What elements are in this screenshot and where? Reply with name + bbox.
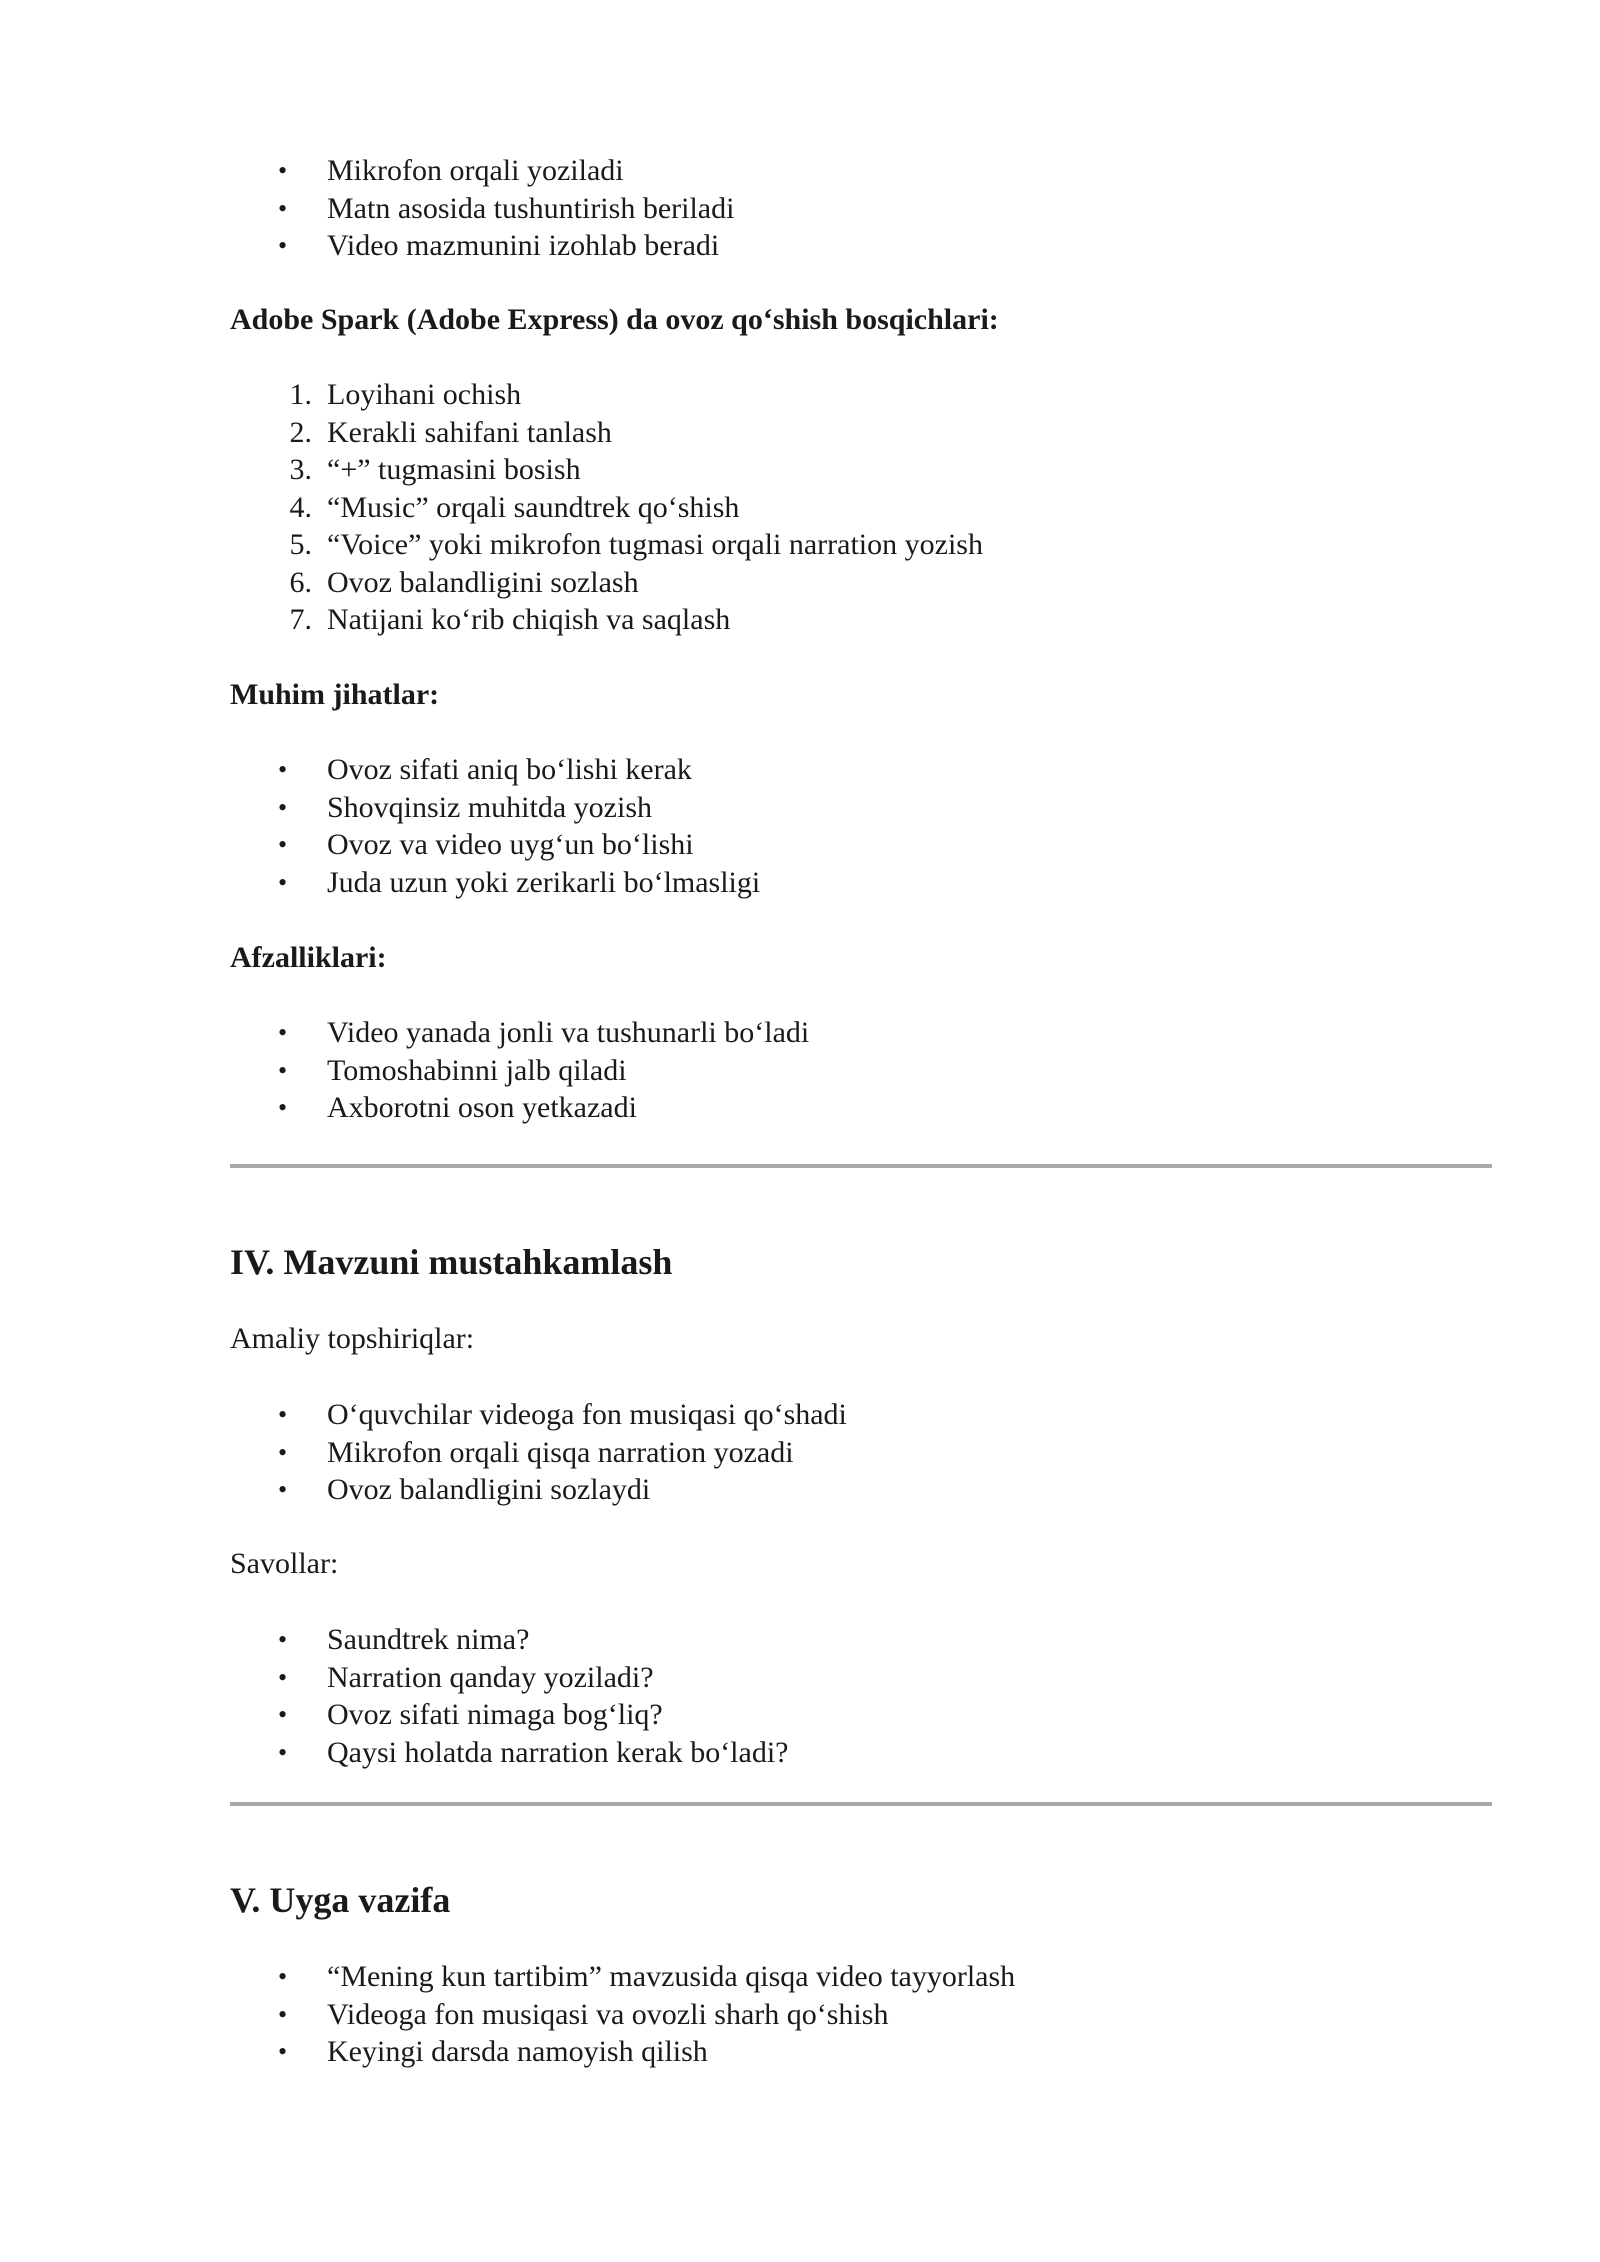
adobe-heading: Adobe Spark (Adobe Express) da ovoz qo‘shish bosqichlari:	[230, 303, 999, 336]
bullet-icon: •	[278, 1962, 288, 1991]
top-list-block	[230, 152, 1490, 265]
step-number: 4.	[289, 490, 312, 524]
list-item: • Matn asosida tushuntirish beriladi	[230, 190, 1490, 228]
step-item: 1. Loyihani ochish	[230, 376, 1490, 414]
top-bullet-list	[230, 152, 1490, 265]
step-item: 5. “Voice” yoki mikrofon tugmasi orqali narration yozish	[230, 526, 1490, 564]
bullet-icon: •	[278, 1700, 288, 1729]
list-item: • Videoga fon musiqasi va ovozli sharh qo‘shish	[230, 1996, 1490, 2034]
bullet-icon: •	[278, 193, 288, 223]
amaliy-label: Amaliy topshiriqlar:	[230, 1322, 475, 1355]
list-item: • Tomoshabinni jalb qiladi	[230, 1052, 1490, 1090]
bullet-icon: •	[278, 156, 288, 185]
list-item: • Video mazmunini izohlab beradi	[230, 227, 1490, 265]
bullet-icon: •	[278, 231, 288, 260]
amaliy-bullet-list	[230, 1396, 1490, 1509]
step-item: 3. “+” tugmasini bosish	[230, 451, 1490, 489]
bullet-icon: •	[278, 1662, 288, 1692]
bullet-icon: •	[278, 1018, 288, 1047]
list-item: • Mikrofon orqali qisqa narration yozadi	[230, 1434, 1490, 1472]
bullet-icon: •	[278, 1055, 288, 1085]
step-number: 1.	[289, 378, 312, 411]
adobe-steps-list	[230, 376, 1490, 639]
afzal-bullet-list	[230, 1014, 1490, 1127]
list-item: • Mikrofon orqali yoziladi	[230, 152, 1490, 190]
list-item: • Keyingi darsda namoyish qilish	[230, 2033, 1490, 2071]
savollar-bullet-list	[230, 1621, 1490, 1771]
bullet-icon: •	[278, 1475, 288, 1504]
bullet-icon: •	[278, 2037, 288, 2066]
step-item: 7. Natijani ko‘rib chiqish va saqlash	[230, 601, 1490, 639]
bullet-icon: •	[278, 1999, 288, 2029]
savollar-label: Savollar:	[230, 1547, 339, 1580]
list-item: • O‘quvchilar videoga fon musiqasi qo‘shadi	[230, 1396, 1490, 1434]
afzal-list-block	[230, 1014, 1490, 1127]
bullet-icon: •	[278, 1093, 288, 1122]
bullet-icon: •	[278, 867, 288, 897]
step-item: 6. Ovoz balandligini sozlash	[230, 564, 1490, 602]
list-item: • Ovoz sifati nimaga bog‘liq?	[230, 1696, 1490, 1734]
uyga-bullet-list	[230, 1958, 1490, 2071]
savollar-list-block	[230, 1621, 1490, 1771]
bullet-icon: •	[278, 1437, 288, 1467]
list-item: • “Mening kun tartibim” mavzusida qisqa video tayyorlash	[230, 1958, 1490, 1996]
step-number: 6.	[289, 565, 312, 599]
list-item: • Narration qanday yoziladi?	[230, 1659, 1490, 1697]
step-item: 2. Kerakli sahifani tanlash	[230, 414, 1490, 452]
list-item: • Video yanada jonli va tushunarli bo‘ladi	[230, 1014, 1490, 1052]
step-number: 7.	[289, 603, 312, 636]
bullet-icon: •	[278, 830, 288, 859]
horizontal-divider	[230, 1802, 1492, 1806]
bullet-icon: •	[278, 1625, 288, 1654]
list-item: • Ovoz balandligini sozlaydi	[230, 1471, 1490, 1509]
list-item: • Juda uzun yoki zerikarli bo‘lmasligi	[230, 864, 1490, 902]
step-number: 2.	[289, 415, 312, 449]
bullet-icon: •	[278, 1400, 288, 1429]
list-item: • Axborotni oson yetkazadi	[230, 1089, 1490, 1127]
amaliy-list-block	[230, 1396, 1490, 1509]
horizontal-divider	[230, 1164, 1492, 1168]
step-item: 4. “Music” orqali saundtrek qo‘shish	[230, 489, 1490, 527]
bullet-icon: •	[278, 1737, 288, 1767]
bullet-icon: •	[278, 755, 288, 784]
list-item: • Shovqinsiz muhitda yozish	[230, 789, 1490, 827]
step-number: 3.	[289, 453, 312, 486]
bullet-icon: •	[278, 792, 288, 822]
afzal-heading: Afzalliklari:	[230, 941, 387, 974]
list-item: • Qaysi holatda narration kerak bo‘ladi?	[230, 1734, 1490, 1772]
adobe-steps-block	[230, 376, 1490, 639]
list-item: • Saundtrek nima?	[230, 1621, 1490, 1659]
muhim-heading: Muhim jihatlar:	[230, 678, 440, 711]
muhim-list-block	[230, 751, 1490, 901]
uyga-list-block	[230, 1958, 1490, 2071]
muhim-bullet-list	[230, 751, 1490, 901]
section-5-title: V. Uyga vazifa	[230, 1880, 451, 1920]
section-4-title: IV. Mavzuni mustahkamlash	[230, 1242, 673, 1282]
list-item: • Ovoz va video uyg‘un bo‘lishi	[230, 826, 1490, 864]
step-number: 5.	[289, 528, 312, 561]
list-item: • Ovoz sifati aniq bo‘lishi kerak	[230, 751, 1490, 789]
